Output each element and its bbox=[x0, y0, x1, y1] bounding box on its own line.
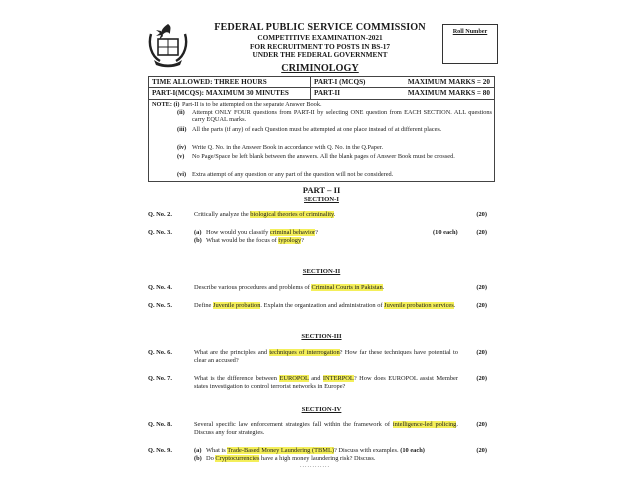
note-number: (ii) bbox=[177, 109, 185, 116]
highlighted-term: Juvenile probation bbox=[213, 302, 261, 309]
highlighted-term: Trade-Based Money Laundering (TBML) bbox=[227, 447, 334, 454]
highlighted-term: Cryptocurrencies bbox=[215, 455, 260, 462]
question-part-a: (a) What is Trade-Based Money Laundering (TBML)? Discuss with examples. (10 each) bbox=[194, 447, 425, 454]
note-text: No Page/Space be left blank between the answers. All the blank pages of Answer Book must be crossed. bbox=[192, 153, 455, 160]
note-number: (vi) bbox=[177, 171, 187, 178]
note-number: (v) bbox=[177, 153, 185, 160]
highlighted-term: Criminal Courts in Pakistan bbox=[311, 284, 383, 291]
question-marks: (20) bbox=[476, 349, 487, 356]
note-text: All the parts (if any) of each Question must be attempted at one place instead of at different places. bbox=[192, 126, 442, 133]
page-end-dots: ............ bbox=[300, 463, 330, 469]
section-heading: SECTION-I bbox=[304, 196, 339, 203]
question-text: What are the principles and techniques of interrogation? How far these techniques have potential to clear an accused? bbox=[194, 349, 458, 364]
question-number: Q. No. 8. bbox=[148, 421, 172, 428]
question-marks: (20) bbox=[476, 447, 487, 454]
max-marks: MAXIMUM MARKS = 80 bbox=[407, 89, 490, 97]
highlighted-term: typology bbox=[278, 237, 302, 244]
question-marks: (20) bbox=[476, 284, 487, 291]
question-text: Critically analyze the biological theories of criminality. bbox=[194, 211, 336, 218]
subject-title: CRIMINOLOGY bbox=[281, 62, 359, 74]
question-text: What is the difference between EUROPOL and INTERPOL? How does EUROPOL assist Member states investigation to control terrorist networks in Europe? bbox=[194, 375, 458, 390]
part-label: PART-II bbox=[314, 89, 341, 97]
exam-title: COMPETITIVE EXAMINATION-2021 bbox=[257, 33, 383, 42]
roll-number-box bbox=[442, 24, 498, 64]
question-part-a: (a) How would you classify criminal behavior? bbox=[194, 229, 318, 236]
time-allowed: TIME ALLOWED: THREE HOURS bbox=[152, 78, 267, 86]
mcq-time: PART-I(MCQS): MAXIMUM 30 MINUTES bbox=[152, 89, 289, 97]
question-part-b: (b) What would be the focus of typology? bbox=[194, 237, 304, 244]
table-row bbox=[149, 88, 494, 99]
question-number: Q. No. 4. bbox=[148, 284, 172, 291]
part-label: PART-I (MCQS) bbox=[314, 78, 366, 86]
state-emblem-icon bbox=[148, 22, 188, 68]
max-marks: MAXIMUM MARKS = 20 bbox=[407, 78, 490, 86]
government-line: UNDER THE FEDERAL GOVERNMENT bbox=[252, 50, 388, 60]
question-marks: (20) bbox=[476, 211, 487, 218]
question-text: Describe various procedures and problems of Criminal Courts in Pakistan. bbox=[194, 284, 385, 291]
note-text: Attempt ONLY FOUR questions from PART-II by selecting ONE question from EACH SECTION. ALL questions carry EQUAL marks. bbox=[192, 109, 492, 124]
question-text: Define Juvenile probation. Explain the organization and administration of Juvenile probation services. bbox=[194, 302, 456, 309]
recruitment-line: FOR RECRUITMENT TO POSTS IN BS-17 bbox=[249, 41, 391, 51]
highlighted-term: techniques of interrogation bbox=[269, 349, 340, 356]
note-text: Part-II is to be attempted on the separate Answer Book. bbox=[182, 101, 322, 108]
part-marks: (10 each) bbox=[433, 229, 458, 236]
question-part-b: (b) Do Cryptocurrencies have a high money laundering risk? Discuss. bbox=[194, 455, 376, 462]
section-heading: SECTION-II bbox=[302, 268, 341, 275]
question-number: Q. No. 7. bbox=[148, 375, 172, 382]
highlighted-term: INTERPOL bbox=[322, 375, 354, 382]
note-number: (iv) bbox=[177, 144, 187, 151]
time-marks-table bbox=[148, 76, 495, 100]
instructions-box bbox=[148, 100, 495, 182]
table-row bbox=[149, 77, 494, 88]
question-number: Q. No. 9. bbox=[148, 447, 172, 454]
question-number: Q. No. 5. bbox=[148, 302, 172, 309]
highlighted-term: criminal behavior bbox=[269, 229, 316, 236]
question-marks: (20) bbox=[476, 302, 487, 309]
question-number: Q. No. 6. bbox=[148, 349, 172, 356]
note-label: NOTE: (i) bbox=[152, 101, 180, 108]
part-marks: (10 each) bbox=[400, 447, 425, 454]
section-heading: SECTION-IV bbox=[301, 406, 342, 413]
note-text: Write Q. No. in the Answer Book in accordance with Q. No. in the Q.Paper. bbox=[192, 144, 384, 151]
note-number: (iii) bbox=[177, 126, 187, 133]
question-marks: (20) bbox=[476, 229, 487, 236]
question-text: Several specific law enforcement strategies fall within the framework of intelligence-led policing. Discuss any four strategies. bbox=[194, 421, 458, 436]
question-marks: (20) bbox=[476, 375, 487, 382]
question-marks: (20) bbox=[476, 421, 487, 428]
note-text: Extra attempt of any question or any part of the question will not be considered. bbox=[192, 171, 394, 178]
highlighted-term: Juvenile probation services bbox=[384, 302, 454, 309]
roll-number-label: Roll Number bbox=[452, 28, 488, 35]
commission-name: FEDERAL PUBLIC SERVICE COMMISSION bbox=[214, 22, 426, 33]
highlighted-term: intelligence-led policing bbox=[392, 421, 457, 428]
section-heading: SECTION-III bbox=[301, 333, 342, 340]
part-heading: PART – II bbox=[302, 185, 341, 195]
question-number: Q. No. 3. bbox=[148, 229, 172, 236]
highlighted-term: biological theories of criminality bbox=[250, 211, 334, 218]
question-number: Q. No. 2. bbox=[148, 211, 172, 218]
highlighted-term: EUROPOL bbox=[279, 375, 309, 382]
exam-header bbox=[200, 22, 440, 75]
